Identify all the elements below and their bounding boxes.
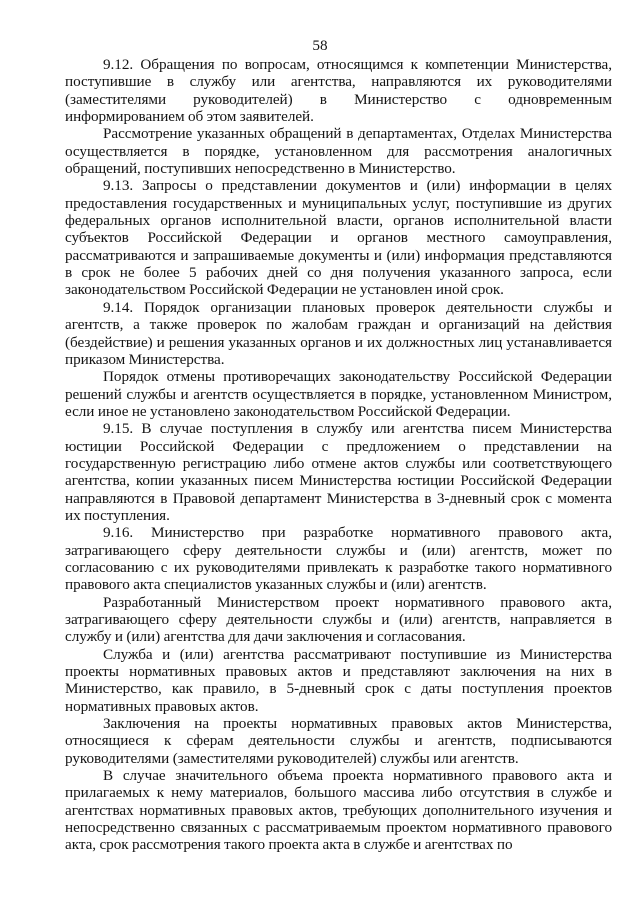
paragraph-draft-sent-for-conclusion: Разработанный Министерством проект нормативного правового акта, затрагивающего сферу деятельности службы и (или) агентств, направляется в службу и (или) агентства для дачи заключения и согласования. xyxy=(65,593,612,646)
paragraph-review-period: Служба и (или) агентства рассматривают поступившие из Министерства проекты нормативных правовых актов и представляют заключения на них в Министерство, как правило, в 5-дневный срок с даты поступления проектов нормативных правовых актов. xyxy=(65,645,612,715)
paragraph-9-14: 9.14. Порядок организации плановых проверок деятельности службы и агентств, а также проверок по жалобам граждан и организаций на действия (бездействие) и решения указанных органов и их должностных лиц устанавливается приказом Министерства. xyxy=(65,298,612,368)
paragraph-9-15: 9.15. В случае поступления в службу или агентства писем Министерства юстиции Российской Федерации с предложением о представлении на государственную регистрацию либо отмене актов службы или соответствующего агентства, копии указанных писем Министерства юстиции Российской Федерации направляются в Правовой департамент Министерства в 3-дневный срок с момента их поступления. xyxy=(65,420,612,524)
page-number: 58 xyxy=(312,37,328,54)
paragraph-review-of-appeals: Рассмотрение указанных обращений в департаментах, Отделах Министерства осуществляется в порядке, установленном для рассмотрения аналогичных обращений, поступивших непосредственно в Министерство. xyxy=(65,125,612,178)
document-body xyxy=(65,56,612,854)
paragraph-9-13: 9.13. Запросы о представлении документов и (или) информации в целях предоставления государственных и муниципальных услуг, поступившие из других федеральных органов исполнительной власти, органов исполнительной власти субъектов Российской Федерации и органов местного самоуправления, рассматриваются и запрашиваемые документы и (или) информация представляются в срок не более 5 рабочих дней со дня получения указанного запроса, если законодательством Российской Федерации не установлен иной срок. xyxy=(65,177,612,299)
paragraph-conclusions-signing: Заключения на проекты нормативных правовых актов Министерства, относящиеся к сферам деятельности службы и агентств, подписываются руководителями (заместителями руководителей) службы или агентств. xyxy=(65,715,612,767)
paragraph-9-12: 9.12. Обращения по вопросам, относящимся к компетенции Министерства, поступившие в службу или агентства, направляются их руководителями (заместителями руководителей) в Министерство с одновременным информированием об этом заявителей. xyxy=(65,56,612,126)
paragraph-9-16: 9.16. Министерство при разработке нормативного правового акта, затрагивающего сферу деятельности службы и (или) агентств, может по согласованию с их руководителями привлекать к разработке такого нормативного правового акта специалистов указанных службы и (или) агентств. xyxy=(65,524,612,594)
paragraph-cancellation-procedure: Порядок отмены противоречащих законодательству Российской Федерации решений службы и агентств осуществляется в порядке, установленном Министром, если иное не установлено законодательством Российской Федерации. xyxy=(65,368,612,420)
paragraph-large-volume-case: В случае значительного объема проекта нормативного правового акта и прилагаемых к нему материалов, большого массива либо отсутствия в службе и агентствах нормативных правовых актов, требующих дополнительного изучения и непосредственно связанных с рассматриваемым проектом нормативного правового акта, срок рассмотрения такого проекта акта в службе и агентствах по xyxy=(65,767,612,854)
